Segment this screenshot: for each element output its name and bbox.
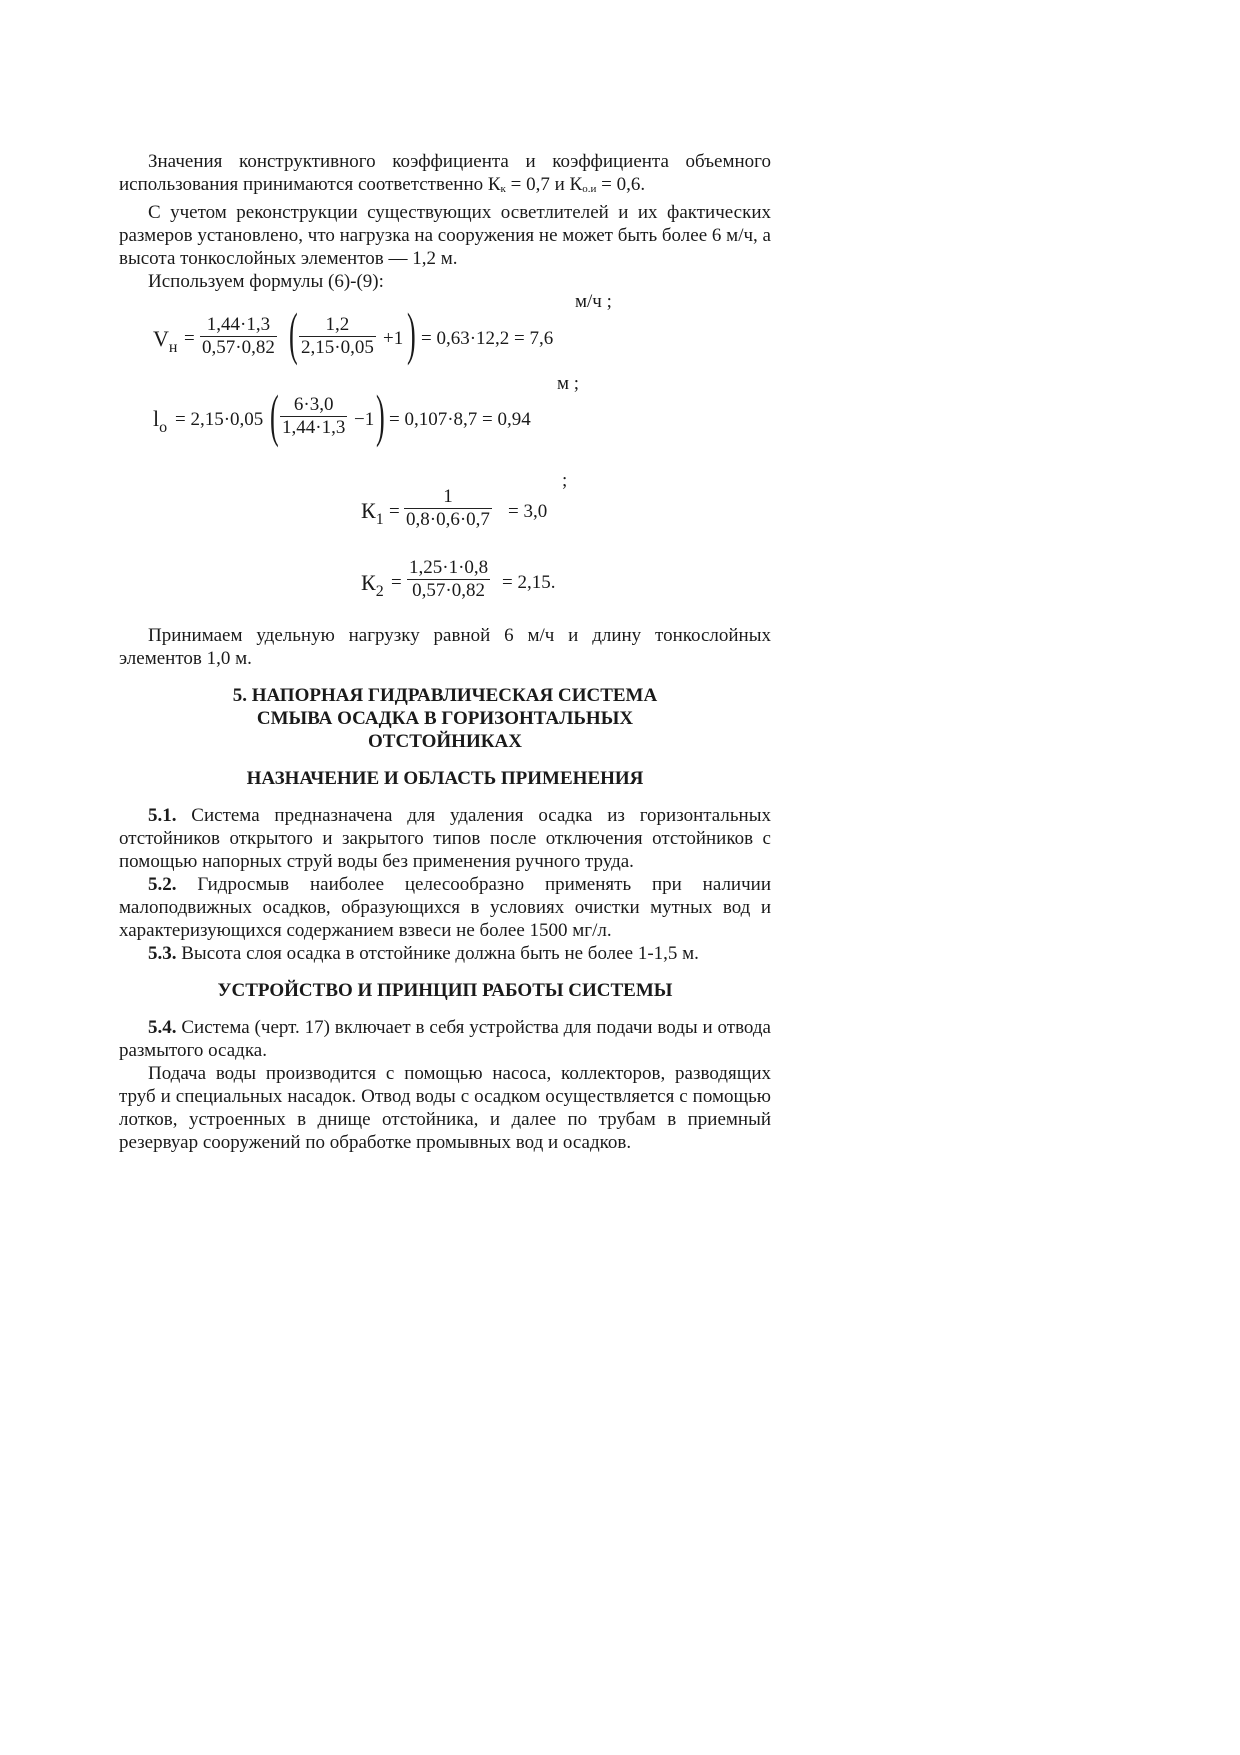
item-5-3: 5.3. Высота слоя осадка в отстойнике должна быть не более 1-1,5 м. <box>148 943 699 964</box>
formula-k1-lhs: $К_1$ <box>361 498 384 528</box>
formula-k1-result: = 3,0 <box>508 501 548 522</box>
formula-k1-fraction: 1 0,8·0,6·0,7 <box>406 486 490 530</box>
page-text-top <box>119 150 771 293</box>
formula-k2-fraction: 1,25·1·0,8 0,57·0,82 <box>409 557 489 601</box>
paragraph-formulas-intro: Используем формулы (6)-(9): <box>148 271 384 292</box>
subscript-k: к <box>500 183 506 195</box>
formula-vn-fraction-1: 1,44·1,3 0,57·0,82 <box>202 314 275 358</box>
formula-vn-fraction-2: 1,2 2,15·0,05 <box>301 314 374 358</box>
paren-right: ) <box>376 383 385 448</box>
paragraph-water-supply: Подача воды производится с помощью насоса, коллекторов, разводящих труб и специальных насадок. Отвод воды с осадком осуществляется с помощью лотков, устроенных в днище отстойника, и далее по трубам в приемный резервуар сооружений по обработке промывных вод и осадков. <box>119 1063 771 1153</box>
item-5-1: 5.1. Система предназначена для удаления осадка из горизонтальных отстойников открытого и закрытого типов после отключения отстойников с помощью напорных струй воды без применения ручного труда. <box>119 805 771 872</box>
unit-lo: м ; <box>557 373 580 394</box>
subsection-title-purpose: НАЗНАЧЕНИЕ И ОБЛАСТЬ ПРИМЕНЕНИЯ <box>246 768 644 789</box>
subscript-oi: о.и <box>582 183 597 195</box>
paragraph-accepted-load: Принимаем удельную нагрузку равной 6 м/ч и длину тонкослойных элементов 1,0 м. <box>119 625 771 669</box>
page-text-bottom <box>119 624 771 1154</box>
formula-vn-lhs: $V_н$ <box>153 326 178 356</box>
unit-vn: м/ч ; <box>575 291 612 312</box>
section-title: 5. НАПОРНАЯ ГИДРАВЛИЧЕСКАЯ СИСТЕМА СМЫВА ОСАДКА В ГОРИЗОНТАЛЬНЫХ ОТСТОЙНИКАХ <box>232 685 658 752</box>
formula-lo-result: = 0,107·8,7 = 0,94 <box>389 409 531 430</box>
paren-right: ) <box>407 301 416 366</box>
formula-k2-lhs: $К_2$ <box>361 570 384 600</box>
paren-left: ( <box>270 383 279 448</box>
paragraph-coefficients: Значения конструктивного коэффициента и коэффициента объемного использования принимаются соответственно $К_к = 0,7$ и $К_{о.и} = 0,6$. <box>119 151 771 195</box>
paren-left: ( <box>289 301 298 366</box>
item-5-4: 5.4. Система (черт. 17) включает в себя устройства для подачи воды и отвода размытого осадка. <box>119 1017 771 1061</box>
formula-vn-result: = 0,63·12,2 = 7,6 <box>421 328 554 349</box>
formula-lo-fraction: 6·3,0 1,44·1,3 <box>282 394 346 438</box>
paragraph-reconstruction: С учетом реконструкции существующих осветлителей и их фактических размеров установлено, что нагрузка на сооружения не может быть более 6 м/ч, а высота тонкослойных элементов — 1,2 м. <box>119 202 771 269</box>
formula-k2-result: = 2,15. <box>502 572 556 593</box>
formula-lo-lhs: $l_о$ <box>153 406 168 436</box>
subsection-title-device: УСТРОЙСТВО И ПРИНЦИП РАБОТЫ СИСТЕМЫ <box>217 980 673 1001</box>
item-5-2: 5.2. Гидросмыв наиболее целесообразно применять при наличии малоподвижных осадков, образующихся в условиях очистки мутных вод и характеризующихся содержанием взвеси не более 1500 мг/л. <box>119 874 771 941</box>
unit-k1: ; <box>562 470 568 491</box>
